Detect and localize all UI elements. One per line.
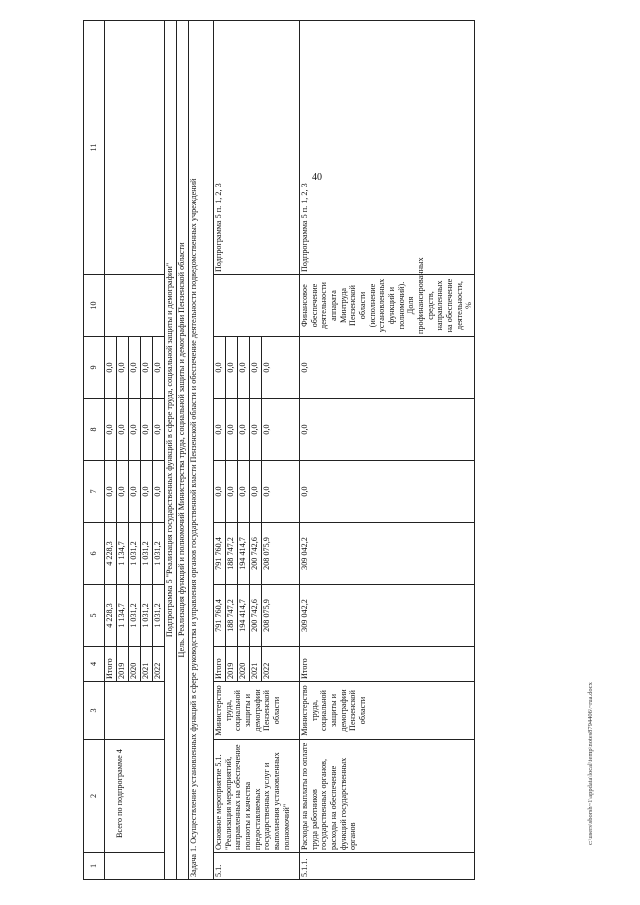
table-row: 2020 1 031,2 1 031,2 0,0 0,0 0,0 xyxy=(129,21,141,880)
table-row xyxy=(189,21,214,880)
subprogram4-total-label: Всего по подпрограмме 4 xyxy=(105,740,165,853)
table-row: 2019 1 134,7 1 134,7 0,0 0,0 0,0 xyxy=(117,21,129,880)
table-row xyxy=(177,21,189,880)
row511-executor: Министерство труда, социальной защиты и демографии Пензенской области xyxy=(300,682,475,740)
subprogram5-title: Подпрограмма 5 "Реализация государственных функций в сфере труда, социальной защиты и демографии" xyxy=(165,21,177,880)
header-cell: 11 xyxy=(84,21,105,275)
header-cell: 5 xyxy=(84,585,105,647)
rotated-table-container xyxy=(83,20,583,880)
table-row: 2022 1 031,2 1 031,2 0,0 0,0 0,0 xyxy=(153,21,165,880)
header-cell: 1 xyxy=(84,853,105,880)
table-row: 2022 208 075,9 208 075,9 0,0 0,0 0,0 xyxy=(262,21,300,880)
table-row: 5.1. Основное мероприятие 5.1. "Реализация мероприятий, направленных на обеспечение полноты и качества предоставляемых государственных услуг и выполнения установленных полномочий" Министерство труда, социальной защиты и демографии Пензенской области Итого 791 760,4 791 760,4 0,0 0,0 0,0 Подпрограмма 5 п. 1, 2, 3 xyxy=(214,21,226,880)
header-cell: 8 xyxy=(84,399,105,461)
header-cell: 3 xyxy=(84,682,105,740)
header-cell: 2 xyxy=(84,740,105,853)
task-row: Задача 1. Осуществление установленных функций в сфере руководства и управления органов государственной власти Пензенской области и обеспечение деятельности подведомственных учреждений xyxy=(189,21,214,880)
file-path: c:\users\sborsh~1\appdata\local\temp\notes8794406\~rua.docx xyxy=(587,682,594,845)
table-row: 5.1.1. Расходы на выплаты по оплате труда работников государственных органов, расходы на обеспечение функций государственных органов Министерство труда, социальной защиты и демографии Пензенской области Итого 309 042,2 309 042,2 0,0 0,0 0,0 Финансовое обеспечение деятельности аппарата Минтруда Пензенской области (исполнение установленных функций и полномочий). Доля профинансированных средств, направленных на обеспечение деятельности, % Подпрограмма 5 п. 1, 2, 3 xyxy=(300,21,475,880)
row51-executor: Министерство труда, социальной защиты и демографии Пензенской области xyxy=(214,682,300,740)
header-cell: 6 xyxy=(84,523,105,585)
table-row: 2019 188 747,2 188 747,2 0,0 0,0 0,0 xyxy=(226,21,238,880)
header-cell: 9 xyxy=(84,337,105,399)
header-cell: 7 xyxy=(84,461,105,523)
header-cell: 4 xyxy=(84,647,105,682)
goal-row: Цель. Реализация функций и полномочий Министерства труда, социальной защиты и демографии Пензенской области xyxy=(177,21,189,880)
row511-name: Расходы на выплаты по оплате труда работников государственных органов, расходы на обеспечение функций государственных органов xyxy=(300,740,475,853)
table-row: 2020 194 414,7 194 414,7 0,0 0,0 0,0 xyxy=(238,21,250,880)
table-row: 2021 200 742,6 200 742,6 0,0 0,0 0,0 xyxy=(250,21,262,880)
table-row: 2021 1 031,2 1 031,2 0,0 0,0 0,0 xyxy=(141,21,153,880)
page-number: 40 xyxy=(312,172,322,183)
row511-subprogram-ref: Подпрограмма 5 п. 1, 2, 3 xyxy=(300,21,475,275)
table-row xyxy=(165,21,177,880)
row51-name: Основное мероприятие 5.1. "Реализация мероприятий, направленных на обеспечение полноты и качества предоставляемых государственных услуг и выполнения установленных полномочий" xyxy=(214,740,300,853)
header-row xyxy=(84,21,105,880)
row51-subprogram-ref: Подпрограмма 5 п. 1, 2, 3 xyxy=(214,21,300,275)
table-row: Всего по подпрограмме 4 Итого 4 228,3 4 228,3 0,0 0,0 0,0 xyxy=(105,21,117,880)
header-cell: 10 xyxy=(84,275,105,337)
row511-indicator: Финансовое обеспечение деятельности аппарата Минтруда Пензенской области (исполнение установленных функций и полномочий). Доля профинансированных средств, направленных на обеспечение деятельности, % xyxy=(300,275,475,337)
budget-table xyxy=(83,20,475,880)
